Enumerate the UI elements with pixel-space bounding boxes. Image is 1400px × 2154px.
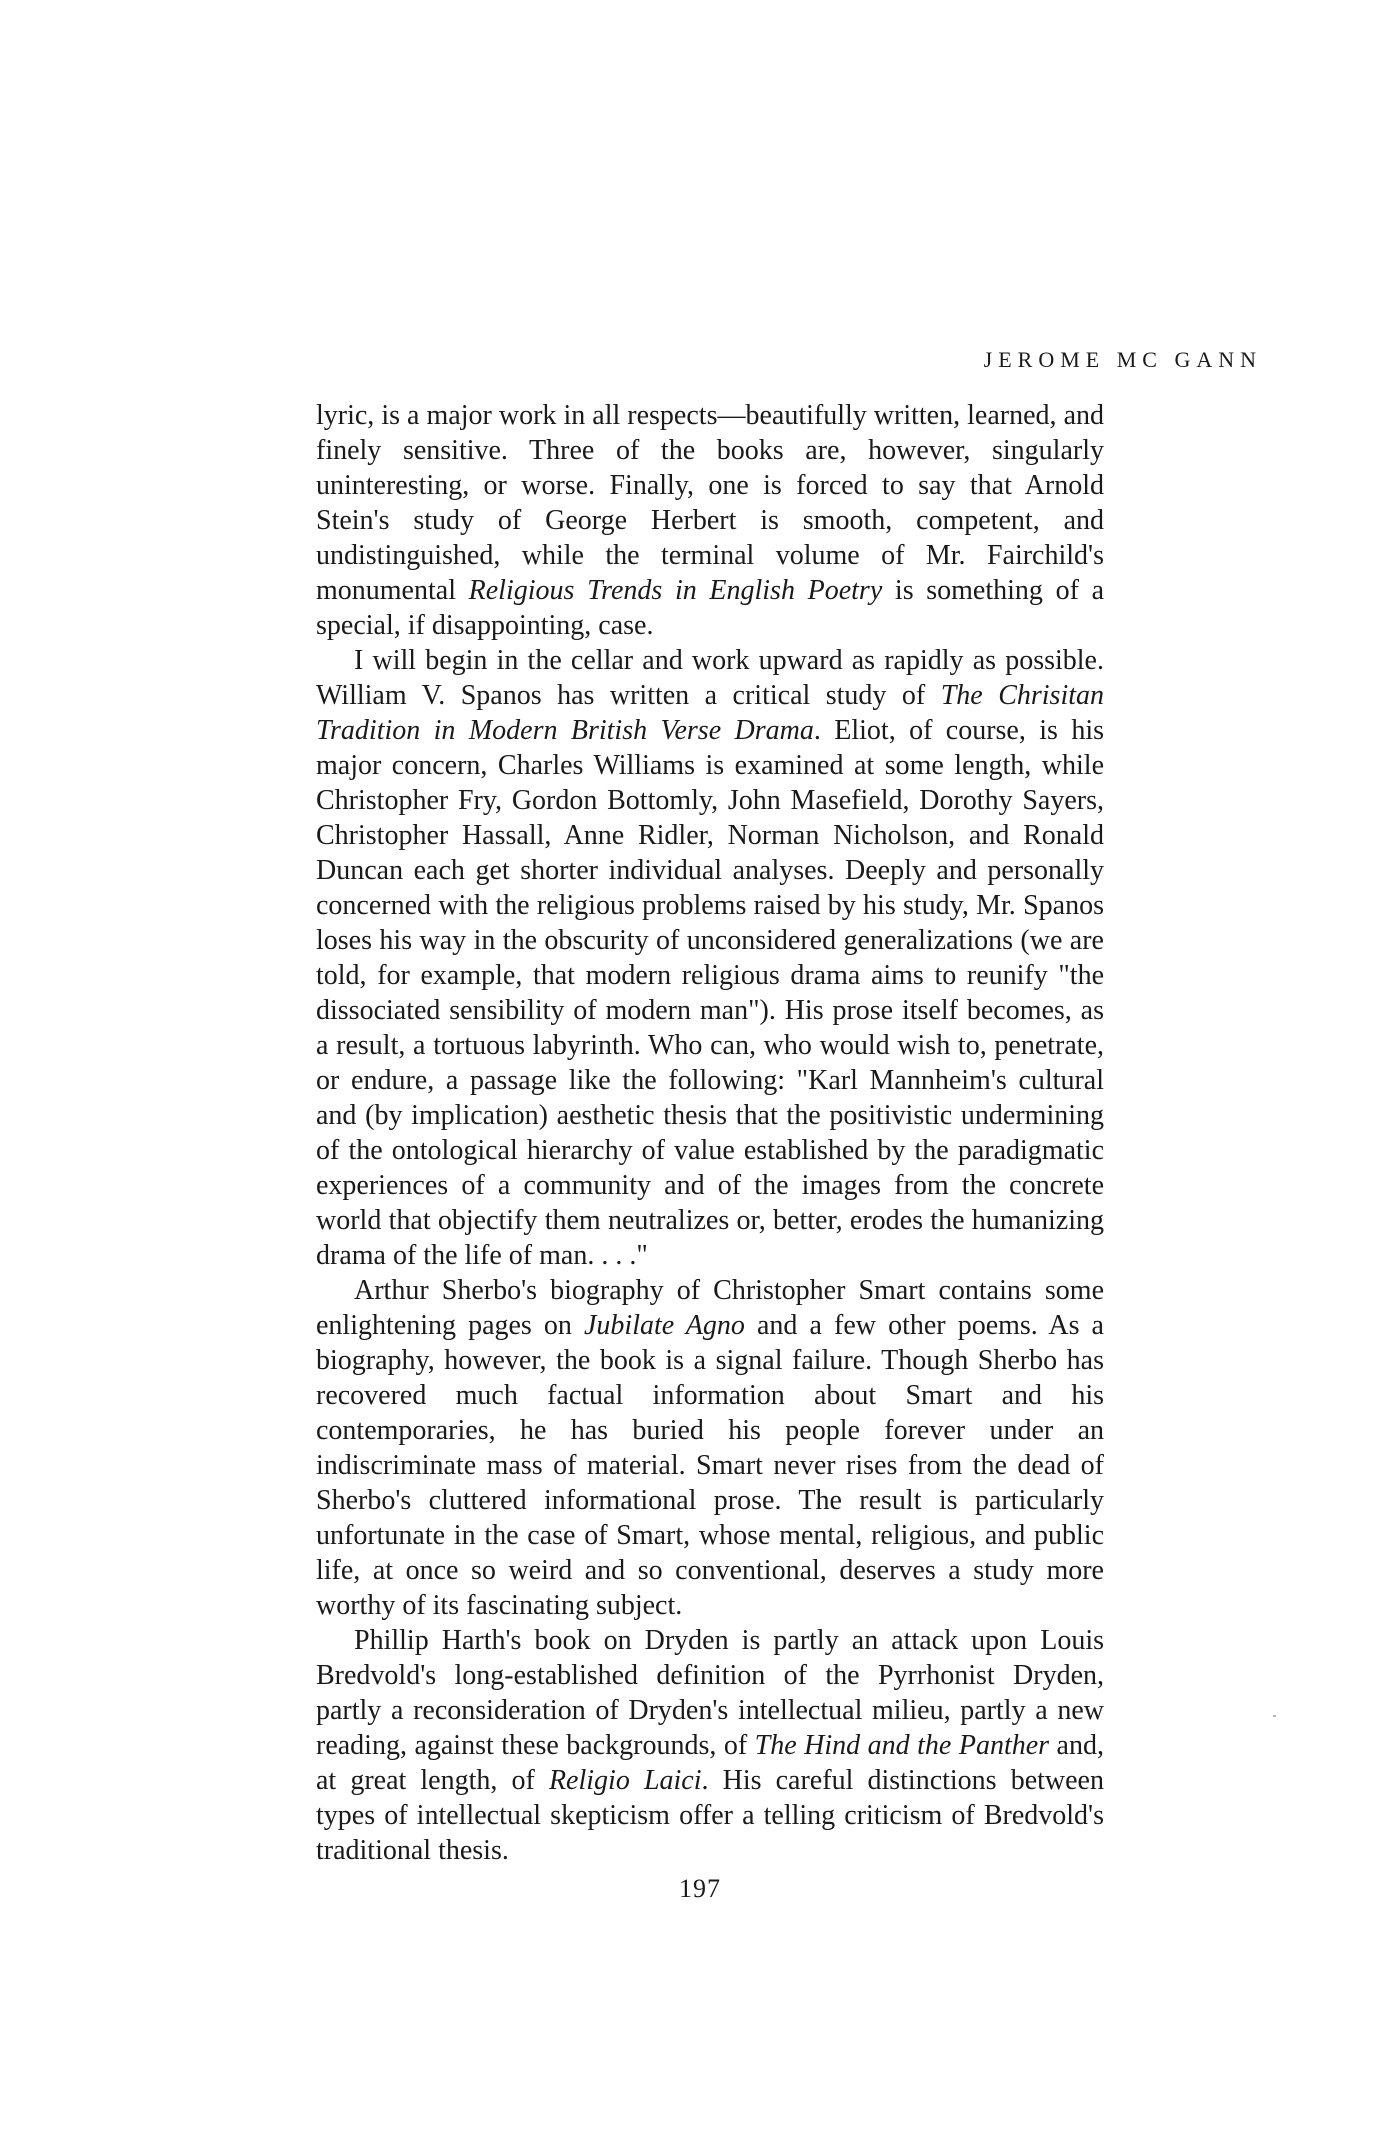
paragraph-4 bbox=[316, 1623, 1104, 1868]
poem-title-jubilate-agno: Jubilate Agno bbox=[584, 1310, 745, 1341]
paragraph-4-text: Phillip Harth's book on Dryden is partly an attack upon Louis Bredvold's long-established definition of the Pyrrhonist Dryden, partly a reconsideration of Dryden's intellectual milieu, partly a new reading, against these backgrounds, of bbox=[316, 1625, 1104, 1761]
paragraph-2-text-end: . Eliot, of course, is his major concern, Charles Williams is examined at some length, while Christopher Fry, Gordon Bottomly, John Masefield, Dorothy Sayers, Christopher Hassall, Anne Ridler, Norman Nicholson, and Ronald Duncan each get shorter individual analyses. Deeply and personally concerned with the religious problems raised by his study, Mr. Spanos loses his way in the obscurity of unconsidered generalizations (we are told, for example, that modern religious drama aims to reunify "the dissociated sensibility of modern man"). His prose itself becomes, as a result, a tortuous labyrinth. Who can, who would wish to, penetrate, or endure, a passage like the following: "Karl Mannheim's cultural and (by implication) aesthetic thesis that the positivistic undermining of the ontological hierarchy of value established by the paradigmatic experiences of a community and of the images from the concrete world that objectify them neutralizes or, better, erodes the humanizing drama of the life of man. . . ." bbox=[316, 715, 1104, 1271]
paragraph-1-text: lyric, is a major work in all respects—beautifully written, learned, and finely sensitive. Three of the books are, however, singularly uninteresting, or worse. Finally, one is forced to say that Arnold Stein's study of George Herbert is smooth, competent, and undistinguished, while the terminal volume of Mr. Fairchild's monumental bbox=[316, 400, 1104, 606]
running-head: JEROME MC GANN bbox=[983, 347, 1262, 372]
paragraph-4-text-end: . His careful distinctions between types of intellectual skepticism offer a telling criticism of Bredvold's traditional thesis. bbox=[316, 1765, 1104, 1866]
paragraph-3 bbox=[316, 1273, 1104, 1623]
paragraph-2-text: I will begin in the cellar and work upward as rapidly as possible. William V. Spanos has written a critical study of bbox=[316, 645, 1104, 711]
paragraph-1 bbox=[316, 398, 1104, 643]
book-title-religious-trends: Religious Trends in English Poetry bbox=[468, 575, 883, 606]
poem-title-religio-laici: Religio Laici bbox=[548, 1765, 702, 1796]
scan-speck bbox=[1273, 1715, 1276, 1717]
paragraph-4-text-mid: and, at great length, of bbox=[316, 1730, 1104, 1796]
paragraph-2 bbox=[316, 643, 1104, 1273]
paragraph-1-text-end: is something of a special, if disappointing, case. bbox=[316, 575, 1104, 641]
book-title-christian-tradition: The Chrisitan Tradition in Modern British Verse Drama bbox=[316, 680, 1105, 746]
paragraph-3-text: Arthur Sherbo's biography of Christopher Smart contains some enlightening pages on bbox=[316, 1275, 1104, 1341]
body-text bbox=[316, 398, 1104, 1868]
poem-title-hind-and-panther: The Hind and the Panther bbox=[754, 1730, 1050, 1761]
page-number: 197 bbox=[679, 1874, 721, 1903]
paragraph-3-text-end: and a few other poems. As a biography, however, the book is a signal failure. Though Sherbo has recovered much factual information about Smart and his contemporaries, he has buried his people forever under an indiscriminate mass of material. Smart never rises from the dead of Sherbo's cluttered informational prose. The result is particularly unfortunate in the case of Smart, whose mental, religious, and public life, at once so weird and so conventional, deserves a study more worthy of its fascinating subject. bbox=[316, 1310, 1104, 1621]
